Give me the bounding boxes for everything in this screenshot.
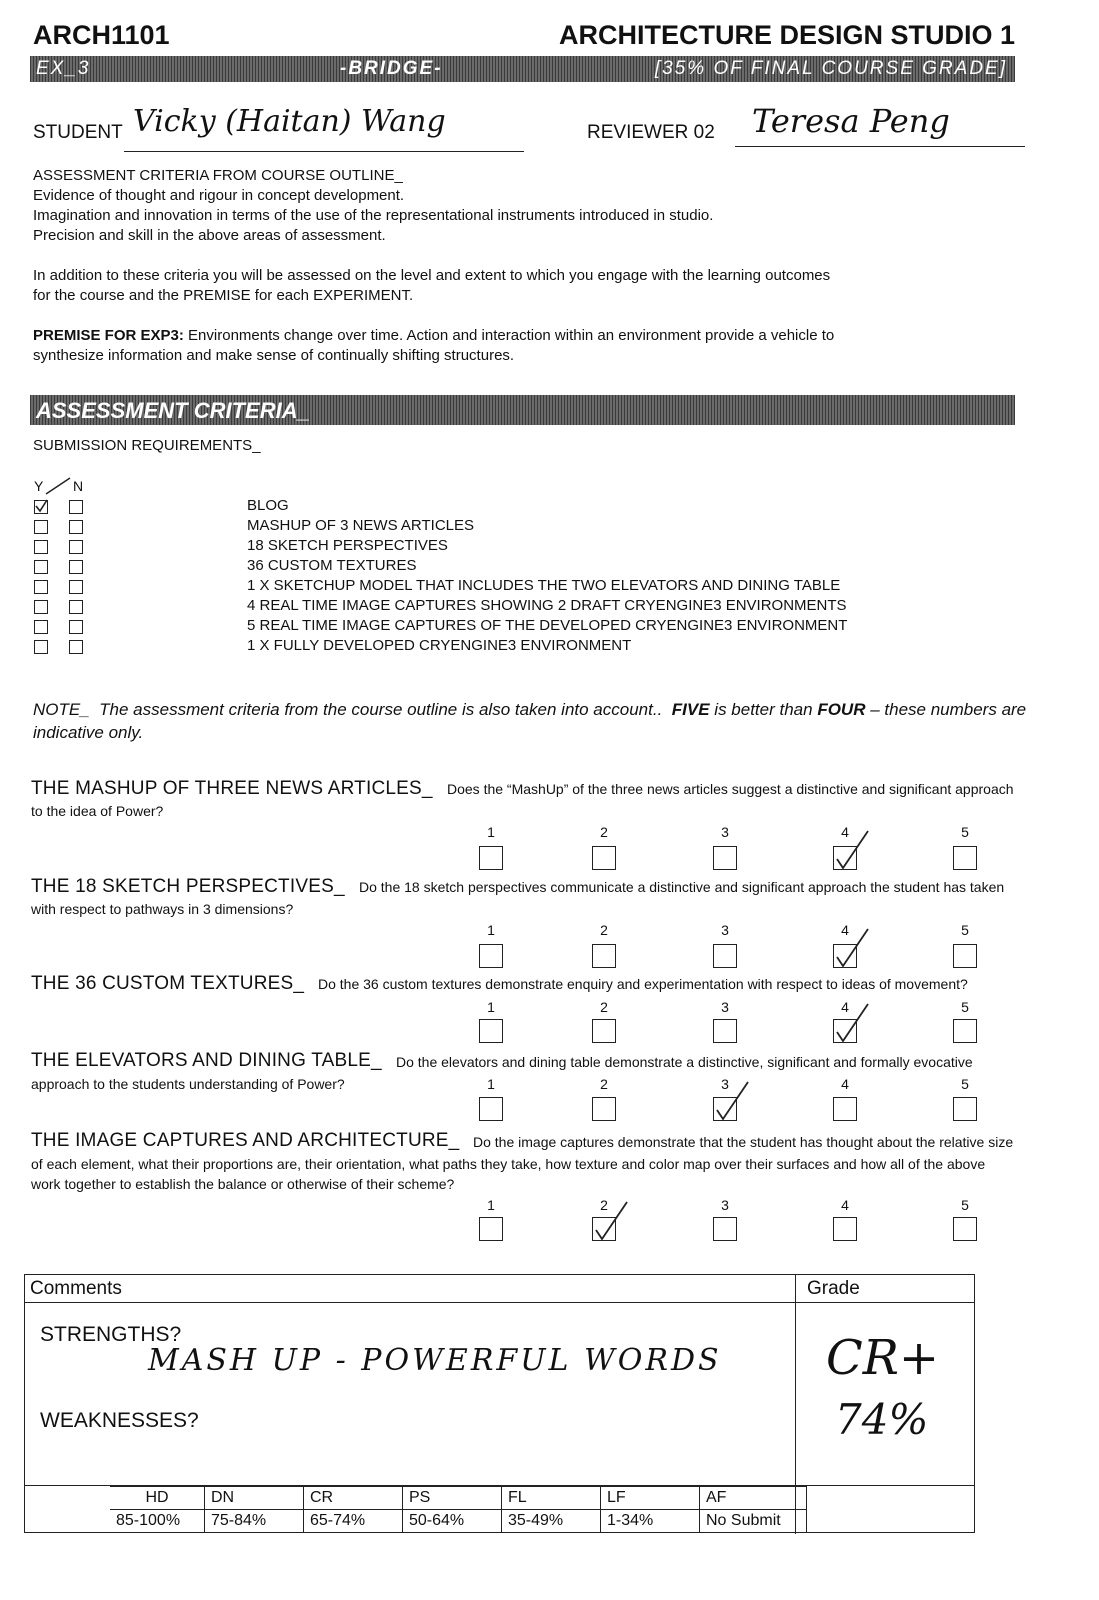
- premise-line: Environments change over time. Action and interaction within an environment provide a vehicle to: [188, 327, 835, 344]
- addition-text: In addition to these criteria you will be assessed on the level and extent to which you engage with the learning outcomes: [33, 267, 831, 284]
- grade-band-code: DN: [205, 1487, 304, 1510]
- submission-yes-checkbox[interactable]: [34, 600, 48, 614]
- assessment-banner: [30, 395, 1015, 425]
- criteria-heading: ASSESSMENT CRITERIA FROM COURSE OUTLINE_: [33, 167, 403, 184]
- rating-checkbox[interactable]: [479, 1097, 503, 1121]
- yes-label: Y: [34, 478, 44, 494]
- grade-band-code: AF: [700, 1487, 807, 1510]
- rating-checkbox[interactable]: [833, 1097, 857, 1121]
- submission-item: MASHUP OF 3 NEWS ARTICLES: [247, 517, 474, 534]
- grade-band-code: HD: [110, 1487, 205, 1510]
- rating-checkbox[interactable]: [479, 1019, 503, 1043]
- submission-no-checkbox[interactable]: [69, 640, 83, 654]
- rating-checkbox[interactable]: [713, 1097, 737, 1121]
- rating-number: 4: [841, 1076, 849, 1092]
- note-text: The assessment criteria from the course outline is also taken into account..: [99, 700, 663, 719]
- premise-text: [33, 326, 834, 346]
- note-four: FOUR: [817, 700, 866, 719]
- grade-band-codes: [110, 1487, 807, 1510]
- assessment-banner-label: ASSESSMENT CRITERIA_: [36, 398, 310, 423]
- question-text: Does the “MashUp” of the three news articles suggest a distinctive and significant approach: [447, 781, 1014, 797]
- rating-number: 3: [721, 1197, 729, 1213]
- rating-checkbox[interactable]: [953, 944, 977, 968]
- rating-checkbox[interactable]: [713, 944, 737, 968]
- rating-number: 5: [961, 1197, 969, 1213]
- grade-band-range: 85-100%: [110, 1510, 205, 1533]
- submission-no-checkbox[interactable]: [69, 520, 83, 534]
- question-text: with respect to pathways in 3 dimensions?: [31, 901, 294, 917]
- question-title: THE ELEVATORS AND DINING TABLE_: [31, 1050, 382, 1071]
- question-text: of each element, what their proportions are, their orientation, what paths they take, how texture and color map over their surfaces and how all of the above: [31, 1156, 986, 1172]
- rating-checkbox[interactable]: [479, 944, 503, 968]
- premise-label: PREMISE FOR EXP3:: [33, 327, 184, 344]
- weaknesses-label: WEAKNESSES?: [40, 1409, 199, 1432]
- grade-value: CR+: [826, 1330, 940, 1386]
- project-name: -BRIDGE-: [340, 58, 443, 79]
- rating-number: 2: [600, 1076, 608, 1092]
- question-title: THE 18 SKETCH PERSPECTIVES_: [31, 876, 345, 897]
- exercise-banner: [30, 56, 1015, 82]
- question-text: to the idea of Power?: [31, 803, 164, 819]
- rating-checkbox[interactable]: [713, 1217, 737, 1241]
- submission-no-checkbox[interactable]: [69, 600, 83, 614]
- criteria-line: Precision and skill in the above areas of assessment.: [33, 227, 386, 244]
- grade-band-code: FL: [502, 1487, 601, 1510]
- note-prefix: NOTE_: [33, 700, 90, 719]
- addition-text: for the course and the PREMISE for each EXPERIMENT.: [33, 287, 414, 304]
- rating-checkbox[interactable]: [953, 1019, 977, 1043]
- studio-title: ARCHITECTURE DESIGN STUDIO 1: [558, 20, 1015, 50]
- yn-slash: [44, 476, 74, 496]
- rating-number: 3: [721, 999, 729, 1015]
- rating-checkbox[interactable]: [592, 1019, 616, 1043]
- grade-weight: [35% OF FINAL COURSE GRADE]: [654, 58, 1007, 79]
- rating-number: 4: [841, 1197, 849, 1213]
- rating-checkbox[interactable]: [592, 1097, 616, 1121]
- criteria-line: Imagination and innovation in terms of the use of the representational instruments introduced in studio.: [33, 207, 714, 224]
- grade-band-code: LF: [601, 1487, 700, 1510]
- submission-item: 1 X FULLY DEVELOPED CRYENGINE3 ENVIRONMENT: [247, 637, 632, 654]
- note-text: – these numbers are: [870, 700, 1027, 719]
- grade-band-range: 50-64%: [403, 1510, 502, 1533]
- reviewer-name: Teresa Peng: [752, 102, 950, 140]
- submission-item: 18 SKETCH PERSPECTIVES: [247, 537, 448, 554]
- grade-band-range: 1-34%: [601, 1510, 700, 1533]
- strengths-label: STRENGTHS?: [40, 1323, 182, 1346]
- rating-checkbox[interactable]: [592, 944, 616, 968]
- rating-checkbox[interactable]: [833, 846, 857, 870]
- grade-label: Grade: [807, 1278, 860, 1299]
- rating-checkbox[interactable]: [479, 1217, 503, 1241]
- comments-label: Comments: [30, 1278, 122, 1299]
- note-five: FIVE: [671, 700, 710, 719]
- question-title: THE MASHUP OF THREE NEWS ARTICLES_: [31, 778, 433, 799]
- premise-line: synthesize information and make sense of continually shifting structures.: [33, 347, 515, 364]
- rating-number: 1: [487, 999, 495, 1015]
- rating-number: 5: [961, 824, 969, 840]
- rating-number: 4: [841, 922, 849, 938]
- submission-heading: SUBMISSION REQUIREMENTS_: [33, 437, 261, 454]
- question-text: approach to the students understanding of Power?: [31, 1076, 345, 1092]
- strengths-text: MASH UP - POWERFUL WORDS: [148, 1343, 722, 1378]
- grade-band-ranges: [110, 1510, 807, 1533]
- submission-item: 5 REAL TIME IMAGE CAPTURES OF THE DEVELOPED CRYENGINE3 ENVIRONMENT: [247, 617, 848, 634]
- student-name: Vicky (Haitan) Wang: [133, 104, 446, 139]
- rating-number: 1: [487, 922, 495, 938]
- rating-number: 5: [961, 999, 969, 1015]
- submission-yes-checkbox[interactable]: [34, 500, 48, 514]
- grade-band-code: CR: [304, 1487, 403, 1510]
- comments-header-rule: [24, 1302, 975, 1303]
- reviewer-line: [735, 146, 1025, 147]
- rating-number: 5: [961, 922, 969, 938]
- rating-checkbox[interactable]: [953, 1097, 977, 1121]
- rating-number: 1: [487, 824, 495, 840]
- grade-bands-table: [110, 1486, 807, 1533]
- submission-yes-checkbox[interactable]: [34, 520, 48, 534]
- question-title: THE 36 CUSTOM TEXTURES_: [31, 973, 305, 994]
- question-text: Do the 36 custom textures demonstrate enquiry and experimentation with respect to ideas of movement?: [318, 976, 968, 992]
- submission-item: 1 X SKETCHUP MODEL THAT INCLUDES THE TWO ELEVATORS AND DINING TABLE: [247, 577, 841, 594]
- rating-number: 3: [721, 922, 729, 938]
- grade-band-range: 35-49%: [502, 1510, 601, 1533]
- rating-checkbox[interactable]: [592, 846, 616, 870]
- submission-no-checkbox[interactable]: [69, 620, 83, 634]
- submission-no-checkbox[interactable]: [69, 580, 83, 594]
- submission-item: BLOG: [247, 497, 289, 514]
- rating-checkbox[interactable]: [833, 1217, 857, 1241]
- student-label: STUDENT: [33, 122, 123, 143]
- submission-no-checkbox[interactable]: [69, 500, 83, 514]
- criteria-line: Evidence of thought and rigour in concept development.: [33, 187, 405, 204]
- rating-checkbox[interactable]: [713, 1019, 737, 1043]
- submission-no-checkbox[interactable]: [69, 540, 83, 554]
- submission-yes-checkbox[interactable]: [34, 540, 48, 554]
- rating-checkbox[interactable]: [713, 846, 737, 870]
- submission-no-checkbox[interactable]: [69, 560, 83, 574]
- no-label: N: [73, 478, 84, 494]
- question-title: THE IMAGE CAPTURES AND ARCHITECTURE_: [31, 1130, 460, 1151]
- submission-item: 4 REAL TIME IMAGE CAPTURES SHOWING 2 DRAFT CRYENGINE3 ENVIRONMENTS: [247, 597, 847, 614]
- rating-number: 4: [841, 824, 849, 840]
- grade-band-code: PS: [403, 1487, 502, 1510]
- submission-yes-checkbox[interactable]: [34, 580, 48, 594]
- note-text: is better than: [714, 700, 813, 719]
- reviewer-label: REVIEWER 02: [587, 122, 715, 143]
- submission-item: 36 CUSTOM TEXTURES: [247, 557, 417, 574]
- rating-number: 5: [961, 1076, 969, 1092]
- rating-number: 1: [487, 1076, 495, 1092]
- submission-yes-checkbox[interactable]: [34, 620, 48, 634]
- rating-number: 2: [600, 922, 608, 938]
- question-text: Do the 18 sketch perspectives communicate a distinctive and significant approach the student has taken: [359, 879, 1005, 895]
- rating-number: 3: [721, 824, 729, 840]
- course-code: ARCH1101: [33, 20, 170, 50]
- rating-checkbox[interactable]: [833, 1019, 857, 1043]
- rating-checkbox[interactable]: [953, 846, 977, 870]
- rating-number: 2: [600, 1197, 608, 1213]
- rating-number: 3: [721, 1076, 729, 1092]
- question-text: Do the image captures demonstrate that the student has thought about the relative size: [473, 1134, 1014, 1150]
- exercise-code: EX_3: [36, 58, 91, 79]
- grade-band-range: 75-84%: [205, 1510, 304, 1533]
- rating-number: 4: [841, 999, 849, 1015]
- rating-number: 1: [487, 1197, 495, 1213]
- rating-number: 2: [600, 824, 608, 840]
- grade-band-range: No Submit: [700, 1510, 807, 1533]
- submission-yes-checkbox[interactable]: [34, 640, 48, 654]
- rating-checkbox[interactable]: [479, 846, 503, 870]
- note: [33, 700, 1026, 720]
- rating-checkbox[interactable]: [833, 944, 857, 968]
- question-text: Do the elevators and dining table demonstrate a distinctive, significant and formally evocative: [396, 1054, 973, 1070]
- submission-yes-checkbox[interactable]: [34, 560, 48, 574]
- question-text: work together to establish the balance or otherwise of their scheme?: [31, 1176, 455, 1192]
- grade-band-range: 65-74%: [304, 1510, 403, 1533]
- rating-number: 2: [600, 999, 608, 1015]
- student-line: [124, 151, 524, 152]
- grade-percent: 74%: [835, 1395, 929, 1444]
- rating-checkbox[interactable]: [592, 1217, 616, 1241]
- rating-checkbox[interactable]: [953, 1217, 977, 1241]
- note-text: indicative only.: [33, 723, 144, 742]
